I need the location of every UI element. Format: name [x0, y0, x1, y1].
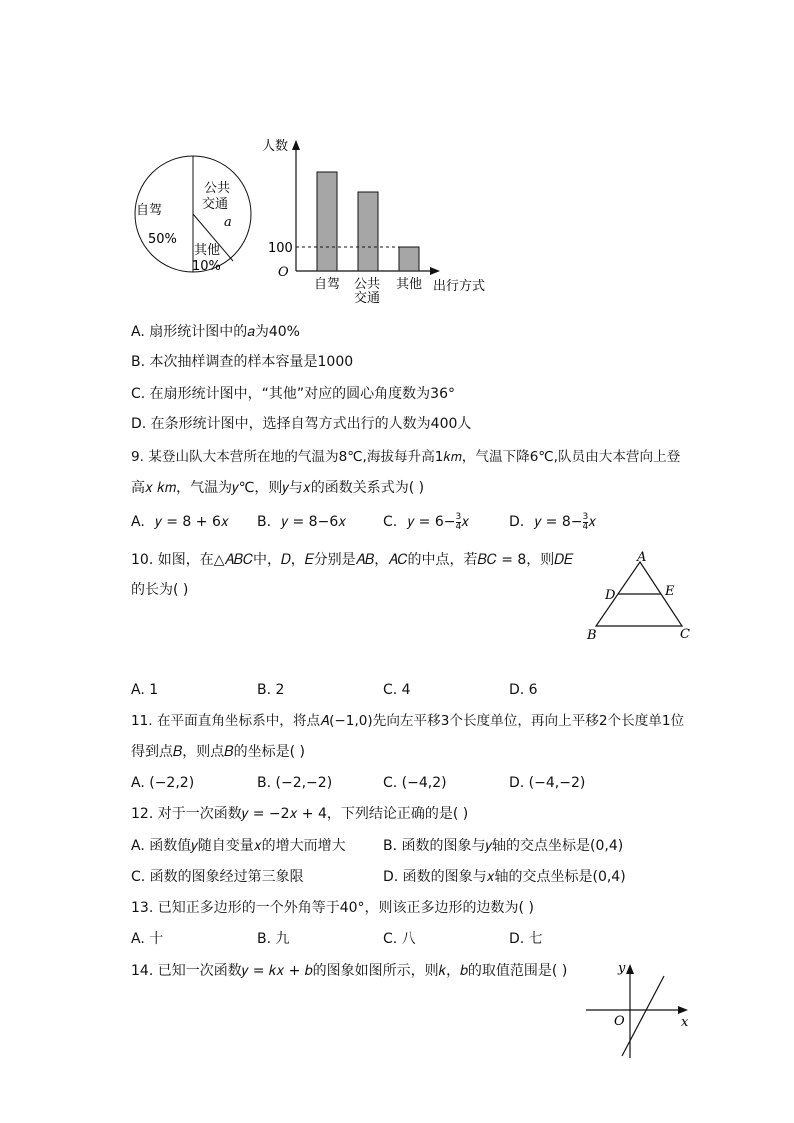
- pie-label-public-2: 交通: [202, 197, 229, 212]
- pie-label-public-var: a: [224, 215, 232, 230]
- q8-option-a[interactable]: A. 扇形统计图中的𝑎为40%: [131, 324, 300, 340]
- q8-option-b[interactable]: B. 本次抽样调查的样本容量是1000: [131, 354, 354, 370]
- q11-stem-line2: 得到点𝐵，则点𝐵的坐标是( ): [131, 744, 305, 760]
- q9-option-d-den: 4: [582, 521, 589, 532]
- bar-ref-tick: 100: [268, 241, 293, 256]
- q8-option-c[interactable]: C. 在扇形统计图中，“其他”对应的圆心角度数为36°: [131, 386, 455, 402]
- vertex-c: C: [680, 627, 690, 642]
- q9-option-b-label: B.: [257, 514, 272, 530]
- q13-option-d[interactable]: D. 七: [509, 931, 543, 947]
- q9-option-d-pre: 𝑦 = 8−: [534, 514, 583, 530]
- bar-cat-public-2: 交通: [354, 291, 381, 306]
- q8-option-d[interactable]: D. 在条形统计图中，选择自驾方式出行的人数为400人: [131, 416, 472, 432]
- bar-origin: O: [278, 265, 289, 280]
- graph-x-label: x: [681, 1015, 689, 1030]
- graph-function-line: [622, 976, 664, 1056]
- q11-option-b[interactable]: B. (−2,−2): [257, 775, 333, 791]
- vertex-a: A: [637, 550, 647, 565]
- pie-label-self-pct: 50%: [148, 232, 177, 247]
- q10-option-d[interactable]: D. 6: [509, 682, 538, 698]
- q12-option-b[interactable]: B. 函数的图象与𝑦轴的交点坐标是(0,4): [383, 838, 624, 854]
- q11-option-c[interactable]: C. (−4,2): [383, 775, 447, 791]
- q12-stem-line1: 12. 对于一次函数𝑦 = −2𝑥 + 4，下列结论正确的是( ): [131, 806, 469, 822]
- bar-chart: [262, 134, 498, 306]
- bar-public: [358, 192, 378, 271]
- q13-option-a[interactable]: A. 十: [131, 931, 164, 947]
- q10-stem-line2: 的长为( ): [131, 582, 189, 598]
- q10-option-c[interactable]: C. 4: [383, 682, 411, 698]
- q14-stem-line1: 14. 已知一次函数𝑦 = 𝑘𝑥 + 𝑏的图象如图所示，则𝑘，𝑏的取值范围是( ): [131, 963, 568, 979]
- linear-function-graph: [584, 958, 696, 1064]
- vertex-e: E: [665, 584, 675, 599]
- q9-stem-line2: 高𝑥 𝑘𝑚，气温为𝑦℃，则𝑦与𝑥的函数关系式为( ): [131, 480, 425, 496]
- q9-option-a[interactable]: [131, 512, 229, 532]
- pie-label-other: 其他: [194, 243, 221, 258]
- q9-option-d-num: 3: [582, 511, 589, 522]
- q10-option-b[interactable]: B. 2: [257, 682, 285, 698]
- bar-x-arrow: [430, 267, 440, 275]
- pie-chart: [128, 148, 258, 280]
- vertex-b: B: [587, 628, 597, 643]
- q13-option-c[interactable]: C. 八: [383, 931, 416, 947]
- q13-option-b[interactable]: B. 九: [257, 931, 290, 947]
- q9-option-c-num: 3: [455, 511, 462, 522]
- q12-option-c[interactable]: C. 函数的图象经过第三象限: [131, 869, 304, 885]
- triangle-figure: [584, 548, 696, 644]
- bar-y-arrow: [292, 140, 300, 150]
- bar-cat-self: 自驾: [314, 277, 341, 292]
- pie-label-self: 自驾: [136, 203, 163, 218]
- graph-y-label: y: [618, 961, 626, 976]
- q9-option-b[interactable]: [257, 512, 346, 532]
- q11-option-d[interactable]: D. (−4,−2): [509, 775, 586, 791]
- graph-x-arrow: [678, 1006, 688, 1014]
- vertex-d: D: [605, 588, 616, 603]
- q9-option-a-label: A.: [131, 514, 145, 530]
- bar-other: [399, 247, 419, 271]
- q9-option-c[interactable]: [383, 512, 469, 532]
- q11-stem-line1: 11. 在平面直角坐标系中，将点𝐴(−1,0)先向左平移3个长度单位，再向上平移2个长度单1位: [131, 713, 685, 729]
- q10-option-a[interactable]: A. 1: [131, 682, 159, 698]
- q12-option-a[interactable]: A. 函数值𝑦随自变量𝑥的增大而增大: [131, 838, 346, 854]
- bar-xlabel: 出行方式: [433, 279, 486, 294]
- q9-option-a-text: 𝑦 = 8 + 6𝑥: [155, 514, 229, 530]
- q9-option-d-post: 𝑥: [588, 514, 597, 530]
- q13-stem-line1: 13. 已知正多边形的一个外角等于40°，则该正多边形的边数为( ): [131, 900, 534, 916]
- q9-option-c-pre: 𝑦 = 6−: [407, 514, 456, 530]
- bar-ylabel: 人数: [262, 139, 289, 154]
- graph-origin-label: O: [614, 1014, 625, 1029]
- q9-option-c-post: 𝑥: [461, 514, 470, 530]
- q9-option-b-text: 𝑦 = 8−6𝑥: [281, 514, 347, 530]
- q9-option-d[interactable]: [509, 512, 596, 532]
- graph-y-arrow: [626, 964, 634, 974]
- q12-option-d[interactable]: D. 函数的图象与𝑥轴的交点坐标是(0,4): [383, 869, 626, 885]
- pie-label-other-pct: 10%: [192, 259, 221, 274]
- bar-cat-other: 其他: [396, 277, 423, 292]
- q10-stem-line1: 10. 如图，在△𝐴𝐵𝐶中，𝐷，𝐸分别是𝐴𝐵，𝐴𝐶的中点，若𝐵𝐶 = 8，则𝐷𝐸: [131, 552, 573, 568]
- q9-option-c-den: 4: [455, 521, 462, 532]
- q9-stem-line1: 9. 某登山队大本营所在地的气温为8℃,海拔每升高1𝑘𝑚，气温下降6℃,队员由大本营向上登: [131, 449, 681, 465]
- bar-self: [317, 172, 337, 271]
- bar-cat-public-1: 公共: [354, 277, 381, 292]
- q11-option-a[interactable]: A. (−2,2): [131, 775, 195, 791]
- pie-label-public-1: 公共: [204, 181, 231, 196]
- q9-option-d-label: D.: [509, 514, 525, 530]
- q9-option-c-label: C.: [383, 514, 398, 530]
